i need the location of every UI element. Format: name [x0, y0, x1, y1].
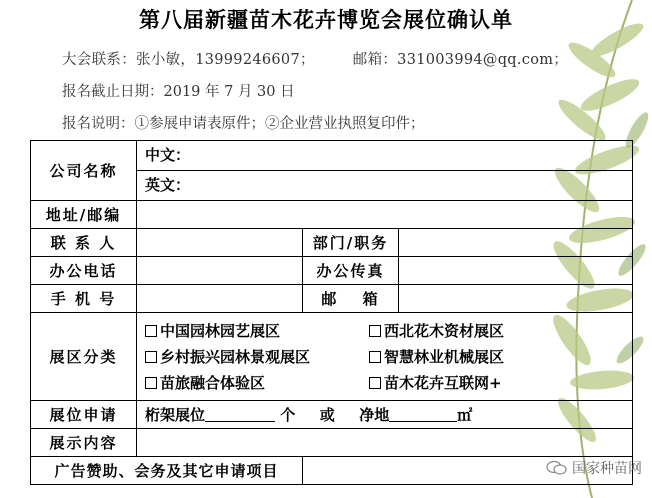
company-name-en-field[interactable] — [137, 171, 632, 200]
booth-confirmation-form — [30, 140, 633, 485]
category-option-5[interactable]: 苗旅融合体验区 — [145, 370, 369, 396]
booth-application — [137, 401, 633, 429]
mailbox-field[interactable] — [399, 285, 633, 313]
checkbox-icon — [369, 351, 381, 363]
mailbox-label: 邮 箱 — [303, 285, 399, 313]
category-option-6[interactable]: 苗木花卉互联网+ — [369, 370, 593, 396]
category-option-2[interactable]: 西北花木资材展区 — [369, 318, 593, 344]
contact-person-label: 联 系 人 — [31, 229, 137, 257]
address-label: 地址/邮编 — [31, 201, 137, 229]
checkbox-icon — [145, 377, 157, 389]
exhibit-field[interactable] — [137, 429, 633, 457]
contact-person-field[interactable] — [137, 229, 303, 257]
category-option-4[interactable]: 智慧林业机械展区 — [369, 344, 593, 370]
checkbox-icon — [145, 325, 157, 337]
checkbox-icon — [369, 325, 381, 337]
booth-or: 或 — [319, 406, 335, 424]
category-options — [137, 313, 633, 401]
checkbox-icon — [369, 377, 381, 389]
booth-area-field[interactable] — [389, 407, 457, 422]
department-field[interactable] — [399, 229, 633, 257]
mobile-label: 手 机 号 — [31, 285, 137, 313]
ads-label: 广告赞助、会务及其它申请项目 — [31, 457, 303, 485]
department-label: 部门/职务 — [303, 229, 399, 257]
office-phone-label: 办公电话 — [31, 257, 137, 285]
watermark — [546, 458, 642, 478]
booth-area-unit: ㎡ — [457, 406, 473, 424]
page-title: 第八届新疆苗木花卉博览会展位确认单 — [139, 7, 513, 32]
watermark-text: 国家种苗网 — [572, 461, 642, 477]
category-label: 展区分类 — [31, 313, 137, 401]
company-name-cell — [137, 141, 633, 201]
instructions-line: 报名说明：①参展申请表原件；②企业营业执照复印件； — [62, 116, 425, 132]
office-phone-field[interactable] — [137, 257, 303, 285]
company-name-label: 公司名称 — [31, 141, 137, 201]
deadline-line: 报名截止日期：2019 年 7 月 30 日 — [62, 84, 295, 100]
wechat-icon — [546, 460, 568, 476]
office-fax-label: 办公传真 — [303, 257, 399, 285]
category-option-1[interactable]: 中国园林园艺展区 — [145, 318, 369, 344]
en-label: 英文： — [145, 176, 191, 194]
contact-email-info: 邮箱：331003994@qq.com； — [352, 52, 569, 68]
booth-unit: 个 — [280, 406, 296, 424]
checkbox-icon — [145, 351, 157, 363]
office-fax-field[interactable] — [399, 257, 633, 285]
booth-count-field[interactable] — [205, 407, 275, 422]
contact-person-info: 大会联系：张小敏，13999246607； — [62, 52, 315, 68]
booth-ground-label: 净地 — [359, 406, 390, 424]
booth-rack-label: 桁架展位 — [145, 406, 206, 424]
mobile-field[interactable] — [137, 285, 303, 313]
category-option-3[interactable]: 乡村振兴园林景观展区 — [145, 344, 369, 370]
contact-line — [62, 48, 568, 69]
cn-label: 中文： — [145, 146, 191, 164]
booth-label: 展位申请 — [31, 401, 137, 429]
exhibit-label: 展示内容 — [31, 429, 137, 457]
company-name-cn-field[interactable] — [137, 141, 632, 171]
address-field[interactable] — [137, 201, 633, 229]
